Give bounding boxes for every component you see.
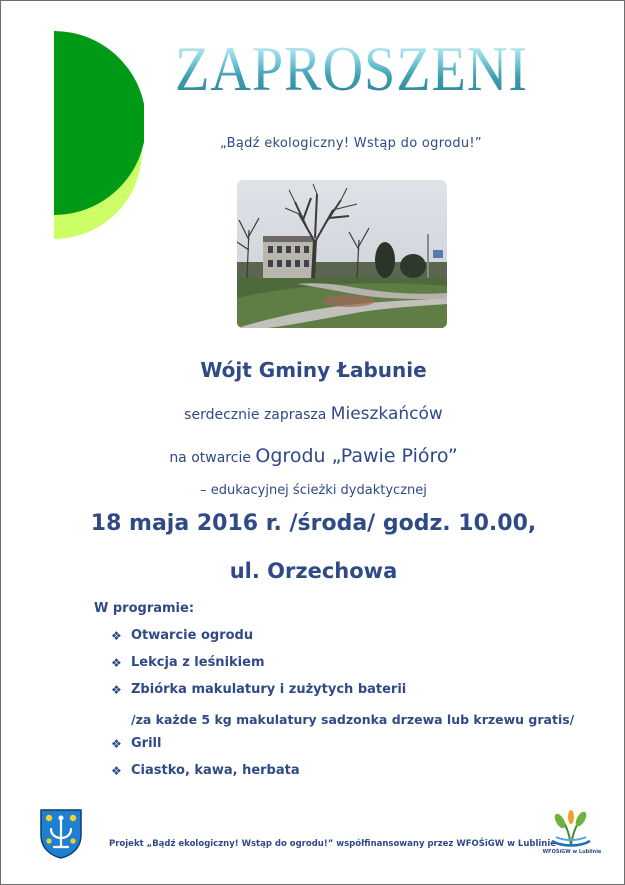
- invite-line: [1, 404, 625, 424]
- program-item: ❖ Zbiórka makulatury i zużytych baterii: [111, 682, 407, 697]
- invite-residents-text: Mieszkańców: [330, 404, 443, 424]
- program-item: ❖ Lekcja z leśnikiem: [111, 655, 265, 670]
- invitation-subtitle: „Bądź ekologiczny! Wstąp do ogrodu!”: [220, 136, 482, 151]
- diamond-bullet-icon: ❖: [111, 629, 122, 643]
- mayor-heading: Wójt Gminy Łabunie: [200, 358, 427, 382]
- decorative-circles: [54, 31, 144, 243]
- program-heading: W programie:: [94, 601, 195, 616]
- diamond-bullet-icon: ❖: [111, 656, 122, 670]
- wfosigw-logo-icon: [548, 807, 594, 849]
- invitation-title: ZAPROSZENIE: [175, 33, 564, 104]
- program-item: ❖ Ciastko, kawa, herbata: [111, 763, 300, 778]
- garden-photo: [237, 180, 447, 328]
- event-street: ul. Orzechowa: [229, 559, 398, 583]
- program-note: /za każde 5 kg makulatury sadzonka drzewa lub krzewu gratis/: [131, 712, 575, 727]
- path-description: – edukacyjnej ścieżki dydaktycznej: [200, 483, 427, 498]
- municipality-crest-icon: [38, 807, 84, 859]
- project-footer: Projekt „Bądź ekologiczny! Wstąp do ogrodu!” współfinansowany przez WFOŚiGW w Lublinie: [109, 839, 557, 849]
- diamond-bullet-icon: ❖: [111, 683, 122, 697]
- logo-caption: WFOŚiGW w Lublinie: [542, 849, 602, 855]
- garden-name-text: Ogrodu „Pawie Pióro”: [255, 445, 458, 467]
- program-list: [111, 627, 406, 789]
- invite-small-text: serdecznie zaprasza: [184, 407, 331, 423]
- diamond-bullet-icon: ❖: [111, 737, 122, 751]
- program-item: ❖ Otwarcie ogrodu: [111, 628, 254, 643]
- diamond-bullet-icon: ❖: [111, 764, 122, 778]
- event-date: 18 maja 2016 r. /środa/ godz. 10.00,: [90, 511, 537, 536]
- opening-small-text: na otwarcie: [169, 450, 256, 466]
- opening-line: [1, 445, 625, 467]
- program-item: ❖ Grill: [111, 736, 162, 751]
